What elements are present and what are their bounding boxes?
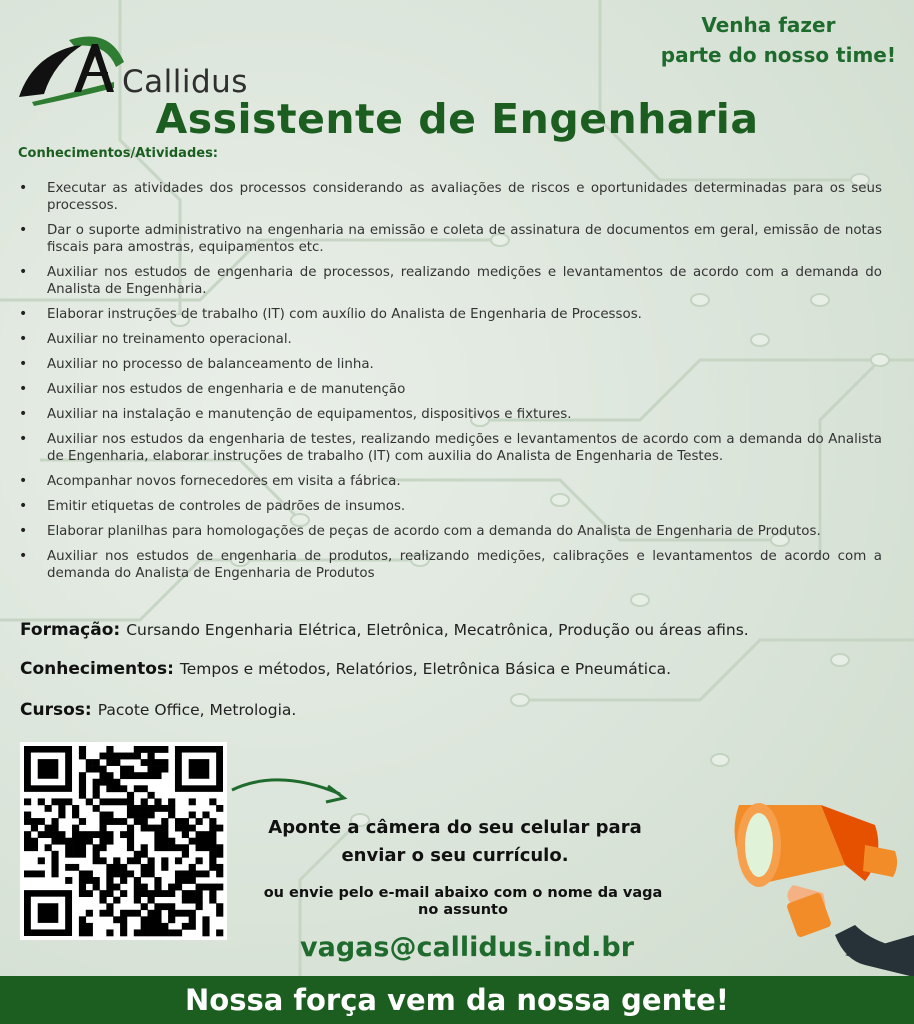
tagline xyxy=(661,10,896,70)
activity-item: • Auxiliar no processo de balanceamento de linha. xyxy=(47,356,882,373)
formacao-line xyxy=(20,620,749,640)
page-title: Assistente de Engenharia xyxy=(155,95,759,143)
cursos-line xyxy=(20,700,296,720)
cta-camera xyxy=(240,814,670,870)
activity-item: • Emitir etiquetas de controles de padrões de insumos. xyxy=(47,498,882,515)
formacao-label: Formação: xyxy=(20,620,121,640)
cursos-label: Cursos: xyxy=(20,700,92,720)
qr-code[interactable] xyxy=(20,742,227,940)
cta-line-3: ou envie pelo e-mail abaixo com o nome da vaga xyxy=(263,885,663,901)
tagline-line-2: parte do nosso time! xyxy=(660,43,896,67)
formacao-value: Cursando Engenharia Elétrica, Eletrônica, Mecatrônica, Produção ou áreas afins. xyxy=(126,621,749,639)
section-label: Conhecimentos/Atividades: xyxy=(18,146,219,161)
qr-code-image xyxy=(20,742,227,940)
activity-item: • Auxiliar nos estudos de engenharia de produtos, realizando medições, calibrações e levantamentos de acordo com a demanda do Analista de Engenharia de Produtos xyxy=(47,548,882,582)
activity-item: • Executar as atividades dos processos considerando as avaliações de riscos e oportunidades determinadas para os seus processos. xyxy=(47,180,882,214)
activity-item: • Auxiliar na instalação e manutenção de equipamentos, dispositivos e fixtures. xyxy=(47,406,882,423)
activity-item: • Elaborar instruções de trabalho (IT) com auxílio do Analista de Engenharia de Processos. xyxy=(47,306,882,323)
activity-item: • Elaborar planilhas para homologações de peças de acordo com a demanda do Analista de Engenharia de Produtos. xyxy=(47,523,882,540)
cursos-value: Pacote Office, Metrologia. xyxy=(97,701,297,719)
email-link[interactable]: vagas@callidus.ind.br xyxy=(300,932,635,963)
activity-item: • Auxiliar nos estudos da engenharia de testes, realizando medições e levantamentos de acordo com a demanda do Analista de Engenharia, elaborar instruções de trabalho (IT) com auxilia do Analista de Engenharia de Testes. xyxy=(47,431,882,465)
activity-item: • Acompanhar novos fornecedores em visita a fábrica. xyxy=(47,473,882,490)
activity-item: • Dar o suporte administrativo na engenharia na emissão e coleta de assinatura de documentos em geral, emissão de notas fiscais para amostras, equipamentos etc. xyxy=(47,222,882,256)
footer-banner: Nossa força vem da nossa gente! xyxy=(0,976,914,1024)
megaphone-icon xyxy=(725,785,914,977)
curved-arrow-icon xyxy=(228,768,353,808)
conhecimentos-label: Conhecimentos: xyxy=(20,659,174,679)
activity-item: • Auxiliar nos estudos de engenharia e de manutenção xyxy=(47,381,882,398)
logo-wordmark: Callidus xyxy=(122,64,248,100)
activity-item: • Auxiliar no treinamento operacional. xyxy=(47,331,882,348)
cta-line-2: enviar o seu currículo. xyxy=(341,845,569,866)
cta-line-1: Aponte a câmera do seu celular para xyxy=(268,817,642,838)
tagline-line-1: Venha fazer xyxy=(701,13,836,37)
cta-email-instructions xyxy=(228,885,698,919)
cta-line-4: no assunto xyxy=(418,902,508,918)
conhecimentos-line xyxy=(20,659,671,679)
activity-item: • Auxiliar nos estudos de engenharia de processos, realizando medições e levantamentos de acordo com a demanda do Analista de Engenharia. xyxy=(47,264,882,298)
activities-list xyxy=(0,180,914,582)
conhecimentos-value: Tempos e métodos, Relatórios, Eletrônica Básica e Pneumática. xyxy=(179,660,672,678)
